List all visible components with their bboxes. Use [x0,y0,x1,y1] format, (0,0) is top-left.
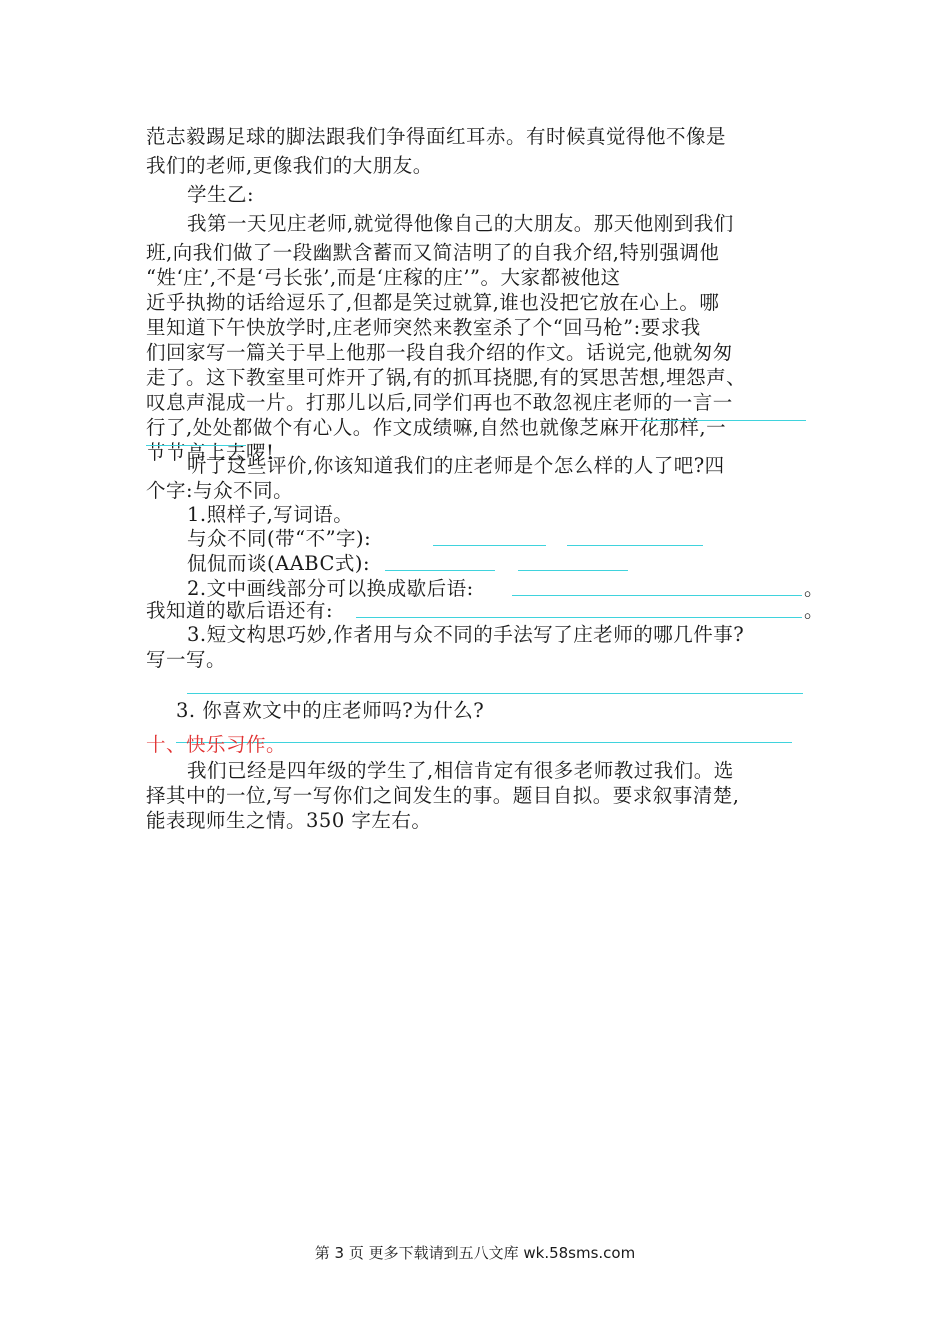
text-line: 我第一天见庄老师,就觉得他像自己的大朋友。那天他刚到我们 [187,212,734,235]
text-line: 节节高上去啰! [146,441,275,464]
text-line: 班,向我们做了一段幽默含蓄而又简洁明了的自我介绍,特别强调他 [146,241,720,264]
text-line: 择其中的一位,写一写你们之间发生的事。题目自拟。要求叙事清楚, [146,784,740,807]
text-line: 听了这些评价,你该知道我们的庄老师是个怎么样的人了吧?四 [187,454,725,477]
underline-mark [146,445,246,446]
answer-line[interactable] [356,617,802,618]
answer-line[interactable] [512,595,802,596]
question-4: 3. 你喜欢文中的庄老师吗?为什么? [176,699,485,722]
question-1: 1.照样子,写词语。 [187,503,354,526]
student-b-label: 学生乙: [187,183,255,206]
text-line: 行了,处处都做个有心人。作文成绩嘛,自然也就像芝麻开花那样,一 [146,416,727,439]
text-line: 我们已经是四年级的学生了,相信肯定有很多老师教过我们。选 [187,759,734,782]
text-line: 我们的老师,更像我们的大朋友。 [146,154,433,177]
answer-line[interactable] [518,570,628,571]
answer-line[interactable] [433,545,546,546]
question-2a: 2.文中画线部分可以换成歇后语: [187,577,474,600]
text-line: 叹息声混成一片。打那儿以后,同学们再也不敢忽视庄老师的一言一 [146,391,733,414]
text-line: 范志毅踢足球的脚法跟我们争得面红耳赤。有时候真觉得他不像是 [146,125,727,148]
text-line: 走了。这下教室里可炸开了锅,有的抓耳挠腮,有的冥思苦想,埋怨声、 [146,366,747,389]
answer-line[interactable] [567,545,703,546]
question-2b: 我知道的歇后语还有: [146,599,334,622]
text-line: “姓‘庄’,不是‘弓长张’,而是‘庄稼的庄’”。大家都被他这 [146,266,621,289]
answer-line[interactable] [187,693,803,694]
section-ten-title: 十、快乐习作。 [146,733,287,756]
question-2a-end: 。 [804,577,825,600]
text-line: 近乎执拗的话给逗乐了,但都是笑过就算,谁也没把它放在心上。哪 [146,291,720,314]
text-line: 能表现师生之情。350 字左右。 [146,809,432,832]
question-1b: 侃侃而谈(AABC式): [187,552,371,575]
text-line: 们回家写一篇关于早上他那一段自我介绍的作文。话说完,他就匆匆 [146,341,733,364]
text-line: 个字:与众不同。 [146,479,294,502]
question-2b-end: 。 [804,599,825,622]
text-line: 写一写。 [146,648,227,671]
underline-mark [636,420,806,421]
question-1a: 与众不同(带“不”字): [187,527,372,550]
answer-line[interactable] [385,570,495,571]
text-line: 里知道下午快放学时,庄老师突然来教室杀了个“回马枪”:要求我 [146,316,701,339]
question-3: 3.短文构思巧妙,作者用与众不同的手法写了庄老师的哪几件事? [187,623,745,646]
page-footer: 第 3 页 更多下载请到五八文库 wk.58sms.com [314,1244,636,1262]
